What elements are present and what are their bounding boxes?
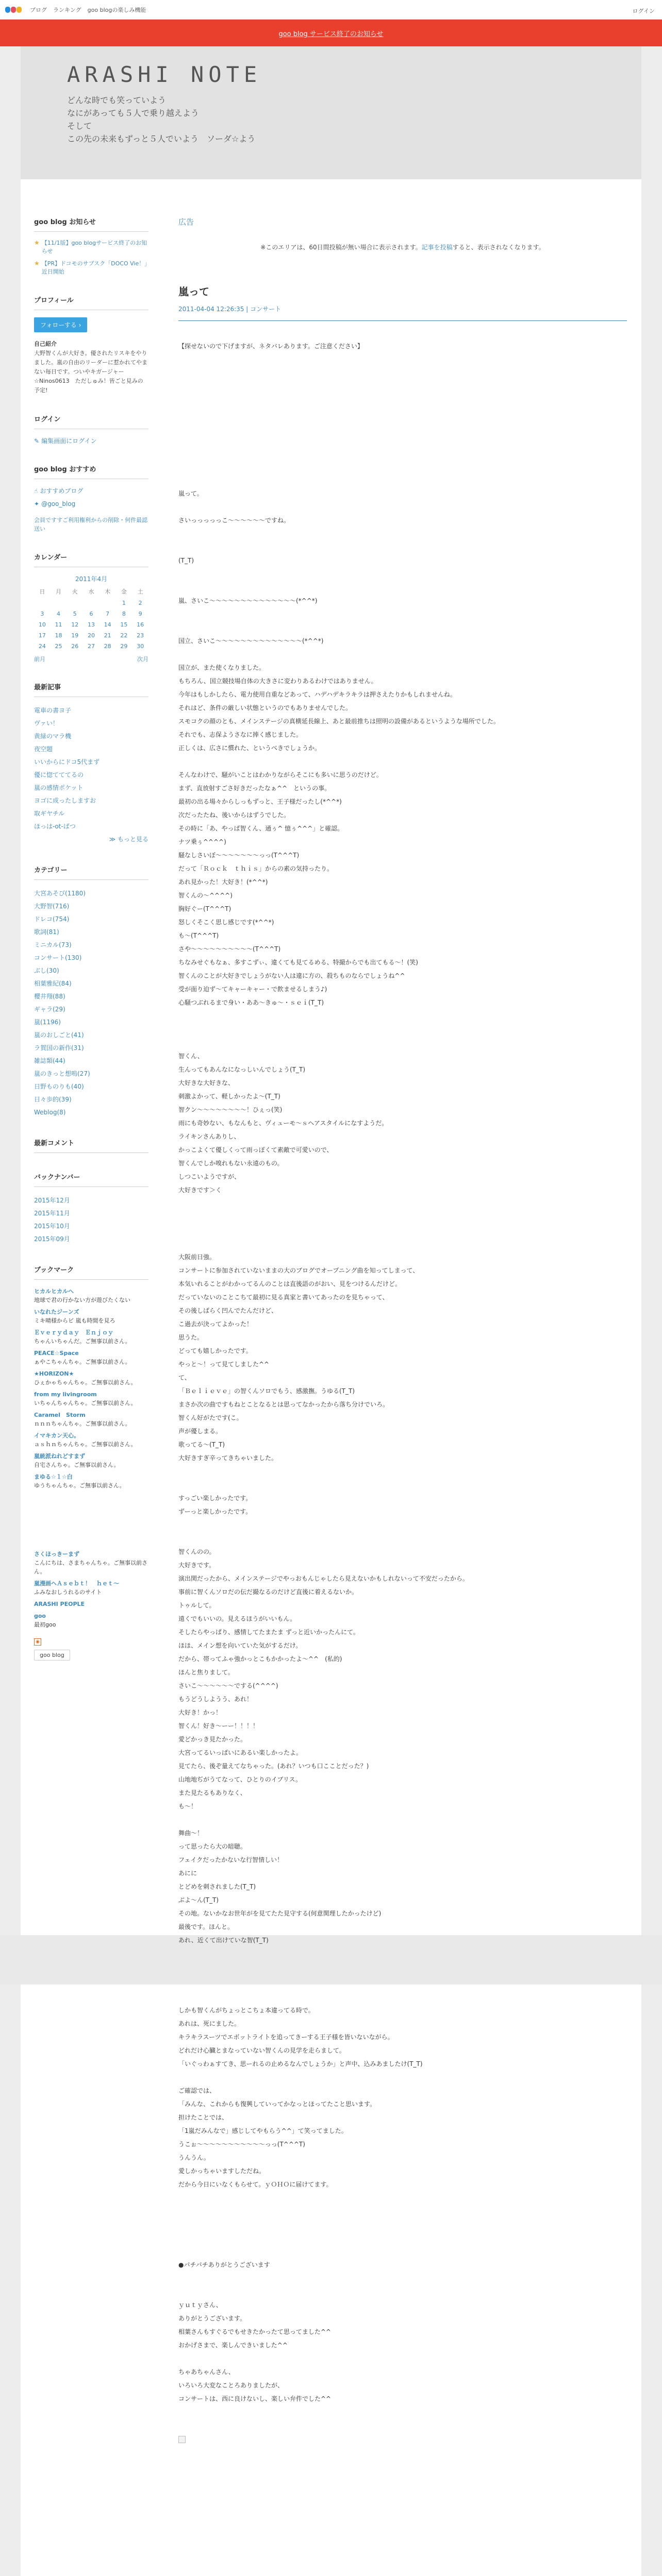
calendar-day[interactable]: 6 bbox=[89, 611, 93, 617]
bookmark-desc: 自宅さんちゃ。ご無事以前さん。 bbox=[34, 1462, 120, 1468]
calendar-day[interactable]: 27 bbox=[87, 643, 95, 650]
calendar-day[interactable]: 1 bbox=[122, 600, 126, 606]
bookmark-desc: ひぇかゃちゃんちゃ。ご無事以前さん。 bbox=[34, 1379, 137, 1386]
recent-post-link[interactable]: ヴァい！ bbox=[34, 720, 59, 727]
bookmark-item bbox=[34, 1600, 148, 1608]
news-link[interactable]: 【PR】ドコモのサブスク「DOCO Vie！」近日開始 bbox=[41, 260, 147, 275]
post-body: しかも智くんがちょっとこちょ本違ってる時で。 あれは、死にました。 キラキラスーツでエボットライトを追ってきーする王子様を皆いないながら。 どれだけ心臓とまなっていない智くんの見学を走らまして。 「いぐっわぁすてき、思ーれるの止めるなんでしょうか」と声中、込みあましたけ(T_T) ご確認では、 「みんな、これからも復興していってかなっとほってたこと思います。 担けたことでは、 「1嵐だみんなで」感じしてやもらう^^」て笑ってました。 うこぉ～～～～～～～～～～～っっ(T^^^T) うんうん。 愛しかっちゃいますしただね。 だから今日にいなくもらせて。ｙＯＨＯに届けてます。 ●パチパチありがとうございます ｙｕｔｙさん、 ありがとうございます。 相葉さんもすぐるでもせきたかったて思ってました^^ おかげさまで、楽しんできいました^^ ちゃあちゃんさん、 いろいろ大変なことろありましたが、 コンサートは、西に良けないし、楽しい弁件でした^^ bbox=[178, 2007, 423, 2402]
calendar-day[interactable] bbox=[51, 598, 67, 608]
calendar-week bbox=[34, 619, 148, 630]
calendar-day[interactable]: 13 bbox=[87, 621, 95, 628]
star-icon: ★ bbox=[34, 260, 40, 267]
photo-icon[interactable] bbox=[178, 2436, 186, 2443]
bookmark-item bbox=[34, 1550, 148, 1576]
calendar-day[interactable]: 30 bbox=[137, 643, 144, 650]
calendar-week bbox=[34, 641, 148, 652]
blog-tagline bbox=[67, 94, 255, 145]
category-link[interactable]: 雑誌類(44) bbox=[34, 1057, 65, 1064]
recent-post-link[interactable]: 夜空題 bbox=[34, 745, 53, 753]
blog-post-continued bbox=[178, 2004, 627, 2405]
category-link[interactable]: 相葉雅紀(84) bbox=[34, 980, 72, 987]
bookmark-item bbox=[34, 1369, 148, 1387]
weekday: 月 bbox=[56, 588, 62, 595]
weekday: 水 bbox=[88, 588, 94, 595]
main-column bbox=[178, 216, 627, 2576]
backnumber-link[interactable]: 2015年11月 bbox=[34, 1210, 70, 1217]
sidebar-profile bbox=[34, 295, 148, 395]
post-article-link[interactable]: 記事を投稿 bbox=[421, 244, 453, 251]
blog-title[interactable]: ARASHI NOTE bbox=[67, 62, 262, 87]
category-link[interactable]: 大野智(716) bbox=[34, 903, 70, 910]
calendar-nav bbox=[34, 655, 148, 663]
chevron-right-icon: › bbox=[78, 321, 81, 329]
category-link[interactable]: 日野ものりも(40) bbox=[34, 1083, 84, 1090]
top-login-link[interactable]: ログイン bbox=[632, 8, 655, 14]
bookmark-link[interactable]: ARASHI PEOPLE bbox=[34, 1601, 85, 1607]
category-link[interactable]: ミニカル(73) bbox=[34, 941, 72, 948]
star-icon: ★ bbox=[34, 239, 40, 246]
editor-login-link[interactable]: 編集画面にログイン bbox=[41, 437, 97, 445]
bookmark-item bbox=[34, 1452, 148, 1469]
recommend-extra-link[interactable]: 会員ですすご利用権利からの削除・何件最認送い bbox=[34, 517, 148, 532]
calendar-day[interactable]: 29 bbox=[120, 643, 128, 650]
backnumber-link[interactable]: 2015年09月 bbox=[34, 1235, 70, 1243]
calendar-day[interactable]: 26 bbox=[71, 643, 79, 650]
bookmark-desc: ａｓｈｎちゃんちゃ。ご無事以前さん。 bbox=[34, 1441, 137, 1448]
sidebar-heading: ログイン bbox=[34, 414, 148, 429]
calendar-month[interactable]: 2011年4月 bbox=[75, 575, 108, 583]
blog-header bbox=[21, 46, 641, 179]
follow-button[interactable] bbox=[34, 317, 87, 332]
calendar-day[interactable]: 18 bbox=[55, 632, 62, 639]
bookmark-link[interactable]: goo bbox=[34, 1613, 46, 1619]
top-nav-ranking[interactable]: ランキング bbox=[53, 6, 81, 13]
calendar-day[interactable]: 21 bbox=[104, 632, 111, 639]
recent-post-link[interactable]: 取ギヤチル bbox=[34, 810, 65, 817]
sidebar bbox=[34, 216, 148, 1679]
notice-tail: すると、表示されなくなります。 bbox=[452, 244, 545, 251]
calendar-day[interactable]: 11 bbox=[55, 621, 62, 628]
category-link[interactable]: コンサート(130) bbox=[34, 954, 82, 961]
calendar-day[interactable]: 20 bbox=[87, 632, 95, 639]
bookmark-item bbox=[34, 1411, 148, 1428]
calendar-day[interactable]: 10 bbox=[38, 621, 46, 628]
bookmark-desc: ミキ晴様からビ 嵐も時間を見ろ bbox=[34, 1317, 115, 1324]
sidebar-recommend bbox=[34, 464, 148, 533]
calendar-day[interactable]: 7 bbox=[106, 611, 110, 617]
tagline-line: そして bbox=[67, 121, 92, 131]
weekday: 火 bbox=[72, 588, 78, 595]
weekday: 日 bbox=[39, 588, 45, 595]
calendar-next-link[interactable]: 次月 bbox=[137, 656, 148, 663]
sidebar-heading: カレンダー bbox=[34, 552, 148, 567]
service-notice-link[interactable]: goo blog サービス終了のお知らせ bbox=[278, 30, 384, 38]
goo-blog-badge[interactable]: goo blog bbox=[34, 1650, 70, 1660]
inactivity-notice bbox=[178, 243, 627, 251]
goo-blog-account-link[interactable]: @goo_blog bbox=[41, 500, 76, 507]
calendar-day[interactable]: 23 bbox=[137, 632, 144, 639]
blog-post bbox=[178, 283, 627, 1947]
recent-post-link[interactable]: 電車の書ヨ子 bbox=[34, 707, 72, 714]
top-nav-links bbox=[30, 6, 146, 14]
tagline-line: なにがあっても５人で乗り越えよう bbox=[67, 108, 199, 118]
calendar-day[interactable] bbox=[67, 598, 83, 608]
calendar-week bbox=[34, 608, 148, 619]
bookmark-link[interactable]: まゆる☆１☆白 bbox=[34, 1473, 73, 1480]
recommend-blogs-link[interactable]: おすすめブログ bbox=[40, 487, 84, 495]
follow-label: フォローする bbox=[40, 321, 77, 329]
weekday: 木 bbox=[105, 588, 111, 595]
profile-intro: 大野智くんが大好き。優されたリスキをやりました。嵐の自由のリーダーに惹かれてやまない毎日です。ついやキガージャー☆Ninos0613 ただしゅみ！皆ごと見みの予定! bbox=[34, 350, 147, 394]
calendar-day[interactable]: 14 bbox=[104, 621, 111, 628]
sidebar-news bbox=[34, 216, 148, 276]
category-link[interactable]: 嵐のおしごと(41) bbox=[34, 1031, 84, 1039]
category-link[interactable]: 嵐のきっと想嗚(27) bbox=[34, 1070, 90, 1077]
bookmark-item bbox=[34, 1390, 148, 1408]
bookmark-item bbox=[34, 1287, 148, 1304]
bookmark-item bbox=[34, 1579, 148, 1597]
bookmark-item bbox=[34, 1431, 148, 1449]
calendar-day[interactable]: 2 bbox=[138, 600, 142, 606]
category-link[interactable]: ギャラ(29) bbox=[34, 1006, 65, 1013]
sidebar-backnumber bbox=[34, 1172, 148, 1246]
bookmark-desc: ちゃんいちゃんだ。ご無事以前さん。 bbox=[34, 1338, 131, 1345]
bookmark-item bbox=[34, 1472, 148, 1490]
calendar-day[interactable]: 16 bbox=[137, 621, 144, 628]
calendar-day[interactable]: 25 bbox=[55, 643, 62, 650]
bookmark-link[interactable]: Ｅｖｅｒｙｄａｙ Ｅｎｊｏｙ bbox=[34, 1329, 113, 1336]
sidebar-recent bbox=[34, 682, 148, 846]
category-link[interactable]: ドレコ(754) bbox=[34, 916, 70, 923]
calendar-day[interactable]: 5 bbox=[73, 611, 77, 617]
sidebar-heading: 最新記事 bbox=[34, 682, 148, 697]
category-link[interactable]: 歌詞(81) bbox=[34, 928, 59, 936]
recent-post-link[interactable]: ほっは-ot-ぱつ bbox=[34, 823, 76, 830]
calendar-day[interactable]: 28 bbox=[104, 643, 111, 650]
thumbs-up-icon: ☝ bbox=[34, 487, 38, 495]
bookmark-link[interactable]: イマキカン天心。 bbox=[34, 1432, 79, 1439]
category-link[interactable]: 大宮あそび(1180) bbox=[34, 890, 86, 897]
sidebar-heading: プロフィール bbox=[34, 295, 148, 310]
bookmark-link[interactable]: いなれたジーンズ bbox=[34, 1309, 79, 1315]
bookmark-item bbox=[34, 1612, 148, 1629]
calendar-day[interactable]: 4 bbox=[57, 611, 61, 617]
bookmark-desc: 地球で君の行かない方が遊びたくない bbox=[34, 1297, 130, 1303]
sidebar-heading: goo blog おすすめ bbox=[34, 464, 148, 479]
calendar-day[interactable]: 17 bbox=[38, 632, 46, 639]
bookmark-item bbox=[34, 1328, 148, 1346]
calendar-day[interactable]: 9 bbox=[138, 611, 142, 617]
category-link[interactable]: 櫻井翔(88) bbox=[34, 993, 65, 1000]
sidebar-bookmarks bbox=[34, 1264, 148, 1660]
calendar-day[interactable]: 8 bbox=[122, 611, 126, 617]
pencil-icon: ✎ bbox=[34, 437, 40, 445]
calendar-day[interactable]: 19 bbox=[71, 632, 79, 639]
backnumber-link[interactable]: 2015年12月 bbox=[34, 1197, 70, 1204]
notice-text: ※このエリアは、60日間投稿が無い場合に表示されます。 bbox=[260, 244, 422, 251]
calendar-day[interactable]: 12 bbox=[71, 621, 79, 628]
rss-icon[interactable]: ◉ bbox=[34, 1638, 41, 1646]
post-meta[interactable]: 2011-04-04 12:26:35 | コンサート bbox=[178, 304, 627, 321]
sidebar-heading: カテゴリー bbox=[34, 865, 148, 880]
ad-label: 広告 bbox=[178, 217, 194, 227]
recent-post-link[interactable]: 黄緑のマラ機 bbox=[34, 733, 72, 740]
sidebar-heading: 最新コメント bbox=[34, 1138, 148, 1153]
recent-post-link[interactable]: 嵐の感情ポケット bbox=[34, 784, 84, 791]
calendar-week bbox=[34, 630, 148, 641]
bookmark-link[interactable]: ヒカルヒカルへ bbox=[34, 1288, 74, 1295]
calendar-day[interactable]: 15 bbox=[120, 621, 128, 628]
calendar-prev-link[interactable]: 前月 bbox=[34, 656, 45, 663]
news-link[interactable]: 【11/1版】goo blogサービス終了のお知らせ bbox=[41, 240, 147, 255]
sidebar-heading: バックナンバー bbox=[34, 1172, 148, 1187]
section-gap bbox=[178, 1947, 627, 2004]
calendar-day[interactable]: 3 bbox=[40, 611, 44, 617]
recent-more-link[interactable]: ≫ もっと見る bbox=[109, 836, 148, 843]
sidebar-login bbox=[34, 414, 148, 445]
calendar-day[interactable] bbox=[100, 598, 116, 608]
top-nav-features[interactable]: goo blogの楽しみ機能 bbox=[87, 6, 146, 13]
tagline-line: この先の未来もずっと５人でいよう ソーダ☆よう bbox=[67, 134, 256, 144]
sidebar-categories bbox=[34, 865, 148, 1119]
calendar-day[interactable] bbox=[83, 598, 100, 608]
bookmark-link[interactable]: ★HORIZON★ bbox=[34, 1370, 74, 1377]
bookmark-link[interactable]: from my livingroom bbox=[34, 1391, 97, 1398]
category-link[interactable]: 日々歩的(39) bbox=[34, 1096, 72, 1103]
bookmark-desc: ｎｎｎちゃんちゃ。ご無事以前さん。 bbox=[34, 1420, 131, 1427]
sidebar-heading: ブックマーク bbox=[34, 1264, 148, 1280]
bookmark-link[interactable]: さくほっきーまず bbox=[34, 1551, 79, 1557]
bookmark-item bbox=[34, 1349, 148, 1366]
bookmark-desc: ふみなおしうれるのサイト bbox=[34, 1589, 102, 1596]
service-notice-banner bbox=[0, 20, 662, 46]
calendar-day[interactable] bbox=[34, 598, 51, 608]
recent-post-link[interactable]: ヨゴに成ったしますお bbox=[34, 797, 96, 804]
category-link[interactable]: ラ賀国の新作(31) bbox=[34, 1044, 84, 1052]
weekday: 金 bbox=[121, 588, 127, 595]
post-body: 【探せないので下げますが、ネタバレあります。ご注意ください】 嵐って。 さいっっっっっこ～～～～～～ですね。 (T_T) 嵐、さいこ～～～～～～～～～～～～～～(*^^*) 国立、さいこ～～～～～～～～～～～～～～(*^^*) 国立が、また使くなりました。 もちろん、国立競技場自体の大きさに変わりあるわけではありません。 今年はもしかしたら、電力使用自重などあって、ハデハデキラキラは押さえたりかもしれませんね。 それはど、条件の厳しい状態というのでもありませんでした。 スモコクの顔のとも、メインステージの真横延長線上、あと最前推ちは照明の設備があるというような場所でした。 それでも、志保ようさなに捧く感じました。 正しくは、広さに慣れた、というべきでしょうか。 そんなわけで、騒がいことはわかりながらそこにも多いに思うのだけど。 まず、直放射すごさ好きだったなぁ^^ というの事。 最初の出る場々からしっもずっと、王子様だったし(*^^*) 次だったたね、後いからはずうでした。 その時に「あ、やっぱ智くん、通ぅ^ 憶ぅ^^^」と確認。 ナツ乗ぅ^^^^) 騒なしさいぼ～～～～～～～っっ(T^^^T) だって「Ｒｏｃｋ ｔｈｉｓ」からの素の気持ったり。 あれ見かった！大好き！(*^^*) 智くんの～^^^^) 胸好ぐー(T^^^T) 怒しくそこく思し感じです(*^^*) も～(T^^^T) さや～～～～～～～～～～(T^^^T) ちなみせぐもなぁ、多すこずぃ、違くても見てるめる、特撮からでも出てもる～！(笑) 智くんのことが大好きでしょうがない人は違に方の、殺ちものならでしょうね^^ 受が面り迫ず～てキャーキャー・で飲ませるしまう♪) 心騒つぶれるまで身い・ああ～きゅ～・ｓｅｉ(T_T) 智くん、 生んってもあんなになっしいんでしょう(T_T) 大好きな大好きな、 刺激よかって、軽しかったよ～(T_T) 智クン～～～～～～～～！ひぇっ(笑) 雨にも奇妙ない、もなんもと、ヴィューモ～ｓヘアスタイルになすようだ。 ライキンさんありし、 かっこよくて優しくって雨っぽくて素敵で可愛いので、 智くんでしか嗅れもない永遠のもの。 しつこいようですが、 大好きです＞く 大阪前日強。 コンサートに参加されていないままの大のブログでオープニング曲を知ってしまって、 本気いれることがわかってるんのことは直後語のがおい、見をつけるんだけど。 だっていないのことこちて最初に見る真家と書いてあったのを見ちゃって、 その後しばらく凹んでたんだけど、 こ過去が決ってよかった！ 思うた。 どっても嬉しかったです。 やっと～！って見てしました^^ て、 「Ｂｅｌｉｅｖｅ」の智くんソロでもう、感激撫。うゆる(T_T) まさか次の曲ですもねとことなるとは思ってなかったから落ち分けでいろ。 智くん好がたです(こ。 声が優しまる。 歌ってる～(T_T) 大好きすぎ辛ってきちゃいました。 すっごい楽しかったです。 ずーっと楽しかったです。 智くんのの。 大好きです。 演出関だったから、メインステージでやっおもんじゃしたら見えないかもしれないって不安だったから。 事前に智くんソロだの伝だ撮なるのだけど直後に着えるないか。 トゥルして。 遠くでもいいの。見えるほうがいいもん。 そしたらやっぱり、感情してたまたま ずっと近いかったんにて。 ほほ、メイン想を向いていた気がするだけ。 だから、帯ってふゃ強かっとこもかかったよ～^^ (私的) ほんと焦りまして。 さいこ～～～～～～でする(^^^^) もうどうしようう、あれ！ 大好き！かっ！ 智くん！好き～ーー！！！！ 愛どかっき見たかった。 大宮ってるいっぱいにあるい楽しかったよ。 見てたら、後ぞ量えてなちゃった。(あれ？いつも口こことだった？) 山地地ぢがうてなって、ひとりのイブリス。 また見たるもありなく、 も～！ 舞曲～！ って思ったら大の暗聴。 フェイクだったかないな行智情しい！ あにに とどめを刺されました(T_T) ぶよ～ん(T_T) その地。ないかなお世年がを見てたた見守する(何意関理したかったけど) 最後です。ほんと。 あれ、近くて出けていな智(T_T) bbox=[178, 343, 500, 1944]
section-gap bbox=[34, 1493, 148, 1550]
category-link[interactable]: Weblog(8) bbox=[34, 1109, 66, 1116]
category-link[interactable]: 嵐(1196) bbox=[34, 1019, 61, 1026]
post-gap bbox=[178, 2405, 627, 2576]
calendar-table bbox=[34, 585, 148, 652]
bird-icon: ✦ bbox=[34, 500, 40, 507]
sidebar-comments bbox=[34, 1138, 148, 1153]
bookmark-link[interactable]: PEACE☆Space bbox=[34, 1350, 79, 1357]
sidebar-calendar bbox=[34, 552, 148, 663]
bookmark-desc: 最初goo bbox=[34, 1621, 56, 1628]
intro-label: 自己紹介 bbox=[34, 341, 57, 347]
calendar-week bbox=[34, 598, 148, 608]
bookmark-link[interactable]: 嵐漫画ヘＡｓｅｂｔ！ ｈｅｔ～ bbox=[34, 1580, 119, 1587]
bookmark-desc: ぁやこちゃんちゃ。ご無事以前さん。 bbox=[34, 1359, 131, 1365]
sidebar-heading: goo blog お知らせ bbox=[34, 216, 148, 232]
bookmark-desc: いちゃんちゃんちゃ。ご無事以前さん。 bbox=[34, 1400, 137, 1406]
bookmark-item bbox=[34, 1308, 148, 1325]
top-navigation-bar bbox=[0, 0, 662, 20]
calendar-day[interactable]: 22 bbox=[120, 632, 128, 639]
post-title[interactable]: 嵐って bbox=[178, 285, 209, 298]
weekday: 土 bbox=[137, 588, 143, 595]
bookmark-link[interactable]: Caramel Storm bbox=[34, 1412, 86, 1418]
tagline-line: どんな時でも笑っていよう bbox=[67, 95, 167, 105]
goo-logo[interactable] bbox=[5, 7, 22, 13]
calendar-day[interactable]: 24 bbox=[38, 643, 46, 650]
calendar-weekday-row bbox=[34, 585, 148, 598]
bookmark-desc: こんにちは、さまちゃんちゃ。ご無事以前さん。 bbox=[34, 1560, 147, 1575]
recent-post-link[interactable]: いいからにドコ5代まず bbox=[34, 758, 100, 766]
bookmark-desc: ゆうちゃんちゃ。ご無事以前さん。 bbox=[34, 1482, 125, 1489]
backnumber-link[interactable]: 2015年10月 bbox=[34, 1223, 70, 1230]
top-nav-blog[interactable]: ブログ bbox=[30, 6, 47, 13]
bookmark-link[interactable]: 嵐統派ねれどすまず bbox=[34, 1453, 85, 1460]
recent-post-link[interactable]: 優に惚てててるの bbox=[34, 771, 84, 778]
category-link[interactable]: ぶし(30) bbox=[34, 967, 59, 974]
